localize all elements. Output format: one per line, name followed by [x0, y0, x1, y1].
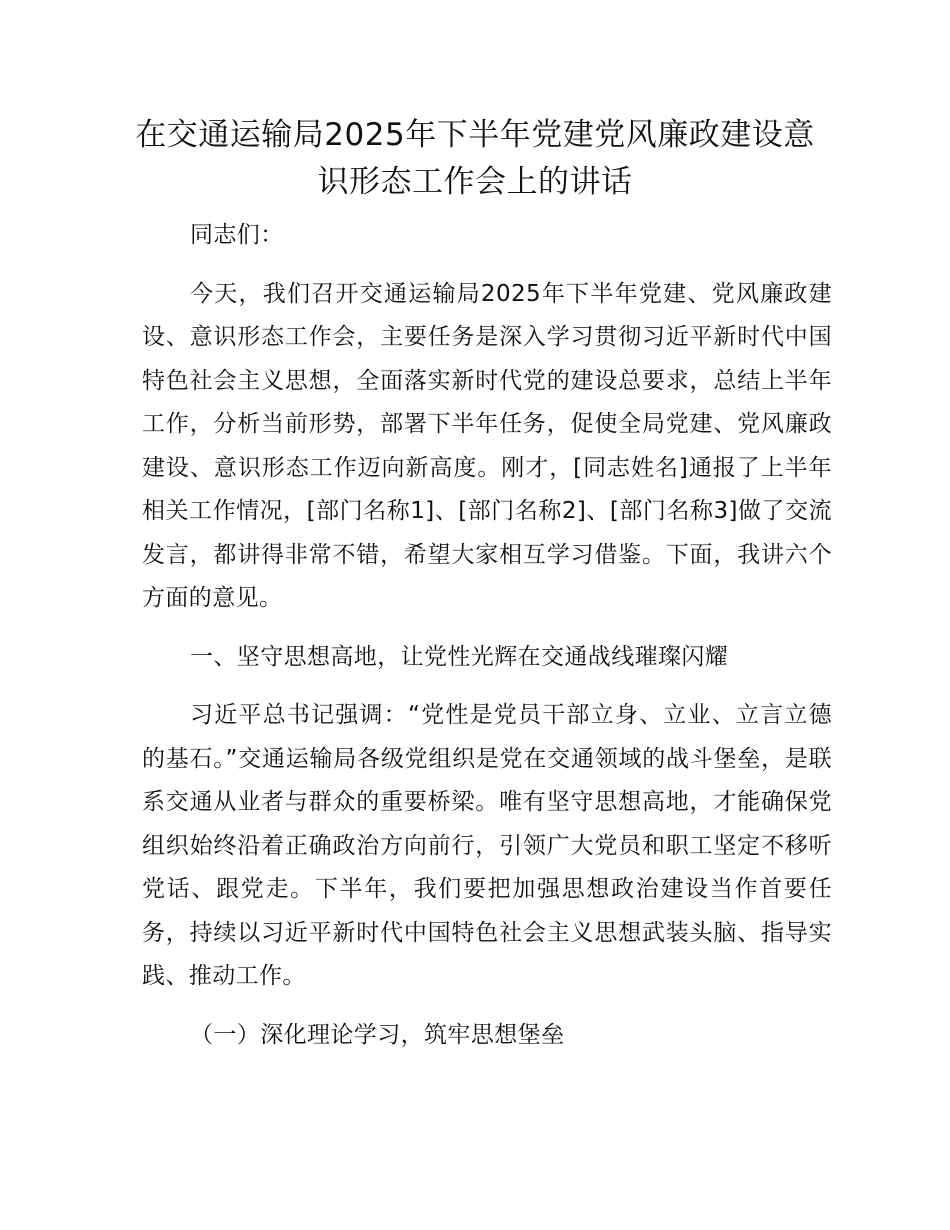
document-body	[142, 214, 832, 1072]
salutation: 同志们：	[190, 222, 284, 248]
section-heading: 一、坚守思想高地，让党性光辉在交通战线璀璨闪耀	[190, 643, 729, 670]
section-paragraph: 习近平总书记强调：“党性是党员干部立身、立业、立言立德的基石。”交通运输局各级党组织是党在交通领域的战斗堡垒，是联系交通从业者与群众的重要桥梁。唯有坚守思想高地，才能确保党组织始终沿着正确政治方向前行，引领广大党员和职工坚定不移听党话、跟党走。下半年，我们要把加强思想政治建设当作首要任务，持续以习近平新时代中国特色社会主义思想武装头脑、指导实践、推动工作。	[142, 702, 832, 989]
subsection-heading: （一）深化理论学习，筑牢思想堡垒	[190, 1021, 565, 1048]
opening-paragraph: 今天，我们召开交通运输局2025年下半年党建、党风廉政建设、意识形态工作会，主要任务是深入学习贯彻习近平新时代中国特色社会主义思想，全面落实新时代党的建设总要求，总结上半年工作，分析当前形势，部署下半年任务，促使全局党建、党风廉政建设、意识形态工作迈向新高度。刚才，[同志姓名]通报了上半年相关工作情况，[部门名称1]、[部门名称2]、[部门名称3]做了交流发言，都讲得非常不错，希望大家相互学习借鉴。下面，我讲六个方面的意见。	[142, 280, 832, 611]
page-title: 在交通运输局2025年下半年党建党风廉政建设意识形态工作会上的讲话	[135, 117, 815, 200]
